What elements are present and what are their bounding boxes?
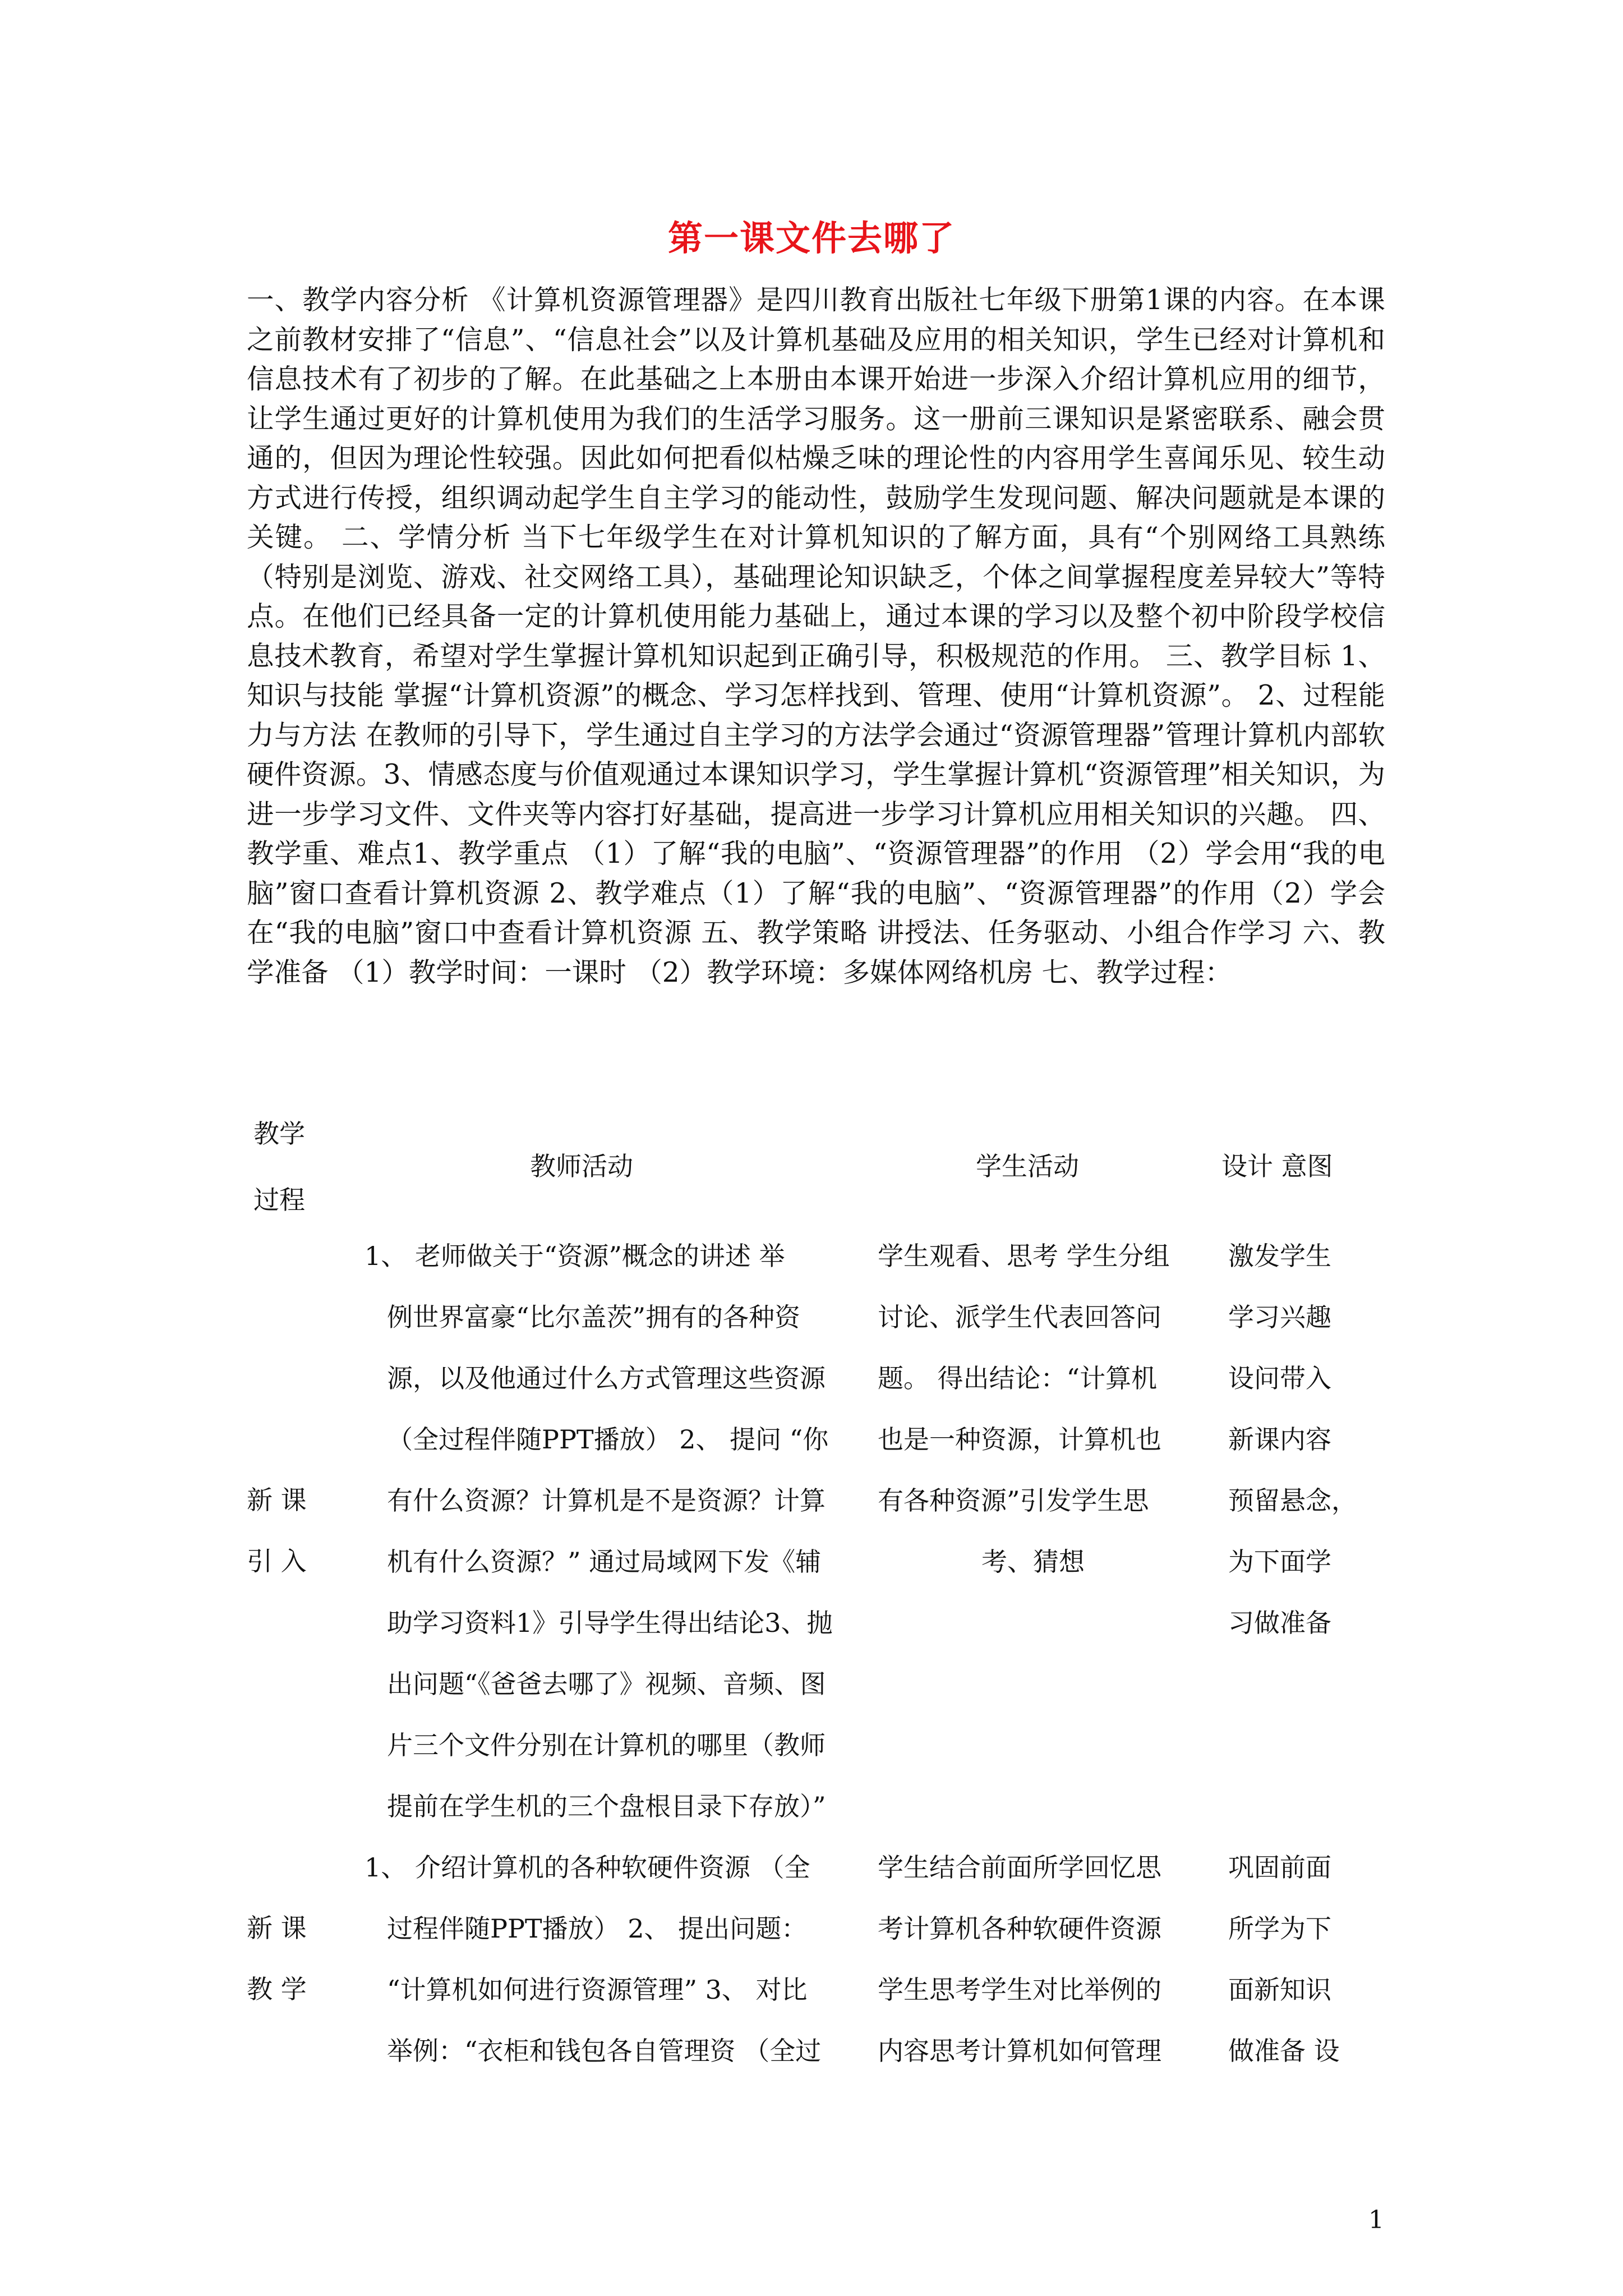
student-activity-line: 考计算机各种软硬件资源 [878,1913,1161,1944]
student-activity-cell [878,1837,1203,2082]
teacher-activity-line: （全过程伴随PPT播放） 2、 提问 “你 [387,1424,829,1455]
header-student-activity: 学生活动 [976,1151,1079,1181]
design-intent-line: 面新知识 [1228,1975,1331,2005]
teacher-activity-line: 举例：“衣柜和钱包各自管理资 （全过 [387,2036,822,2066]
design-intent-line: 习做准备 [1228,1608,1331,1638]
teaching-process-table [247,1108,1391,2101]
stage-label [247,1470,331,1592]
design-intent-line: 激发学生 [1228,1241,1331,1271]
student-activity-line: 学生思考学生对比举例的 [878,1975,1161,2005]
student-activity-line: 学生观看、思考 学生分组 [878,1241,1170,1271]
teacher-activity-line: 机有什么资源？” 通过局域网下发《辅 [387,1547,822,1577]
teacher-activity-line: 1、 老师做关于“资源”概念的讲述 举 [365,1241,785,1271]
student-activity-cell [878,1226,1203,1593]
teacher-activity-line: 例世界富豪“比尔盖茨”拥有的各种资 [387,1302,801,1332]
stage-label-line: 教 学 [247,1974,307,2004]
stage-label [247,1898,331,2020]
design-intent-line: 预留悬念， [1228,1485,1357,1516]
student-activity-line: 讨论、派学生代表回答问 [878,1302,1161,1332]
header-teacher-activity: 教师活动 [530,1151,633,1181]
teacher-activity-line: 出问题“《爸爸去哪了》视频、音频、图 [387,1669,826,1699]
student-activity-line: 有各种资源”引发学生思 [878,1485,1149,1516]
design-intent-line: 新课内容 [1228,1424,1331,1455]
student-activity-line: 考、猜想 [981,1547,1085,1577]
header-process-line1: 教学 [253,1119,305,1149]
design-intent-line: 设问带入 [1228,1363,1331,1393]
teacher-activity-line: 有什么资源？计算机是不是资源？计算 [387,1485,826,1516]
student-activity-line: 题。 得出结论：“计算机 [878,1363,1158,1393]
design-intent-line: 所学为下 [1228,1913,1331,1944]
design-intent-line: 巩固前面 [1228,1852,1331,1883]
header-process-line2: 过程 [253,1185,305,1215]
page-number: 1 [1368,2206,1384,2234]
header-design-intent: 设计 意图 [1221,1151,1333,1181]
intro-paragraph: 一、教学内容分析 《计算机资源管理器》是四川教育出版社七年级下册第1课的内容。在本课之前教材安排了“信息”、“信息社会”以及计算机基础及应用的相关知识，学生已经对计算机和信息技术有了初步的了解。在此基础之上本册由本课开始进一步深入介绍计算机应用的细节，让学生通过更好的计算机使用为我们的生活学习服务。这一册前三课知识是紧密联系、融会贯通的，但因为理论性较强。因此如何把看似枯燥乏味的理论性的内容用学生喜闻乐见、较生动方式进行传授，组织调动起学生自主学习的能动性，鼓励学生发现问题、解决问题就是本课的关键。 二、学情分析 当下七年级学生在对计算机知识的了解方面，具有“个别网络工具熟练（特别是浏览、游戏、社交网络工具），基础理论知识缺乏，个体之间掌握程度差异较大”等特点。在他们已经具备一定的计算机使用能力基础上，通过本课的学习以及整个初中阶段学校信息技术教育，希望对学生掌握计算机知识起到正确引导，积极规范的作用。 三、教学目标 1、知识与技能 掌握“计算机资源”的概念、学习怎样找到、管理、使用“计算机资源”。 2、过程能力与方法 在教师的引导下，学生通过自主学习的方法学会通过“资源管理器”管理计算机内部软硬件资源。3、情感态度与价值观通过本课知识学习，学生掌握计算机“资源管理”相关知识，为进一步学习文件、文件夹等内容打好基础，提高进一步学习计算机应用相关知识的兴趣。 四、教学重、难点1、教学重点 （1）了解“我的电脑”、“资源管理器”的作用 （2）学会用“我的电脑”窗口查看计算机资源 2、教学难点（1）了解“我的电脑”、“资源管理器”的作用（2）学会在“我的电脑”窗口中查看计算机资源 五、教学策略 讲授法、任务驱动、小组合作学习 六、教学准备 （1）教学时间：一课时 （2）教学环境：多媒体网络机房 七、教学过程： [247,284,1385,988]
design-intent-cell [1228,1837,1396,2082]
stage-label-line: 新 课 [247,1485,307,1515]
teacher-activity-line: 1、 介绍计算机的各种软硬件资源 （全 [365,1852,810,1883]
teacher-activity-line: 过程伴随PPT播放） 2、 提出问题： [387,1913,808,1944]
student-activity-line: 学生结合前面所学回忆思 [878,1852,1161,1883]
teacher-activity-line: “计算机如何进行资源管理” 3、 对比 [387,1975,808,2005]
page-title: 第一课文件去哪了 [667,218,955,259]
design-intent-cell [1228,1226,1396,1654]
student-activity-line: 内容思考计算机如何管理 [878,2036,1161,2066]
design-intent-line: 为下面学 [1228,1547,1331,1577]
stage-label-line: 引 入 [247,1546,307,1576]
teacher-activity-line: 源，以及他通过什么方式管理这些资源 [387,1363,826,1393]
teacher-activity-line: 片三个文件分别在计算机的哪里（教师 [387,1730,826,1760]
table-row [247,1837,1391,2101]
stage-label-line: 新 课 [247,1913,307,1943]
design-intent-line: 学习兴趣 [1228,1302,1331,1332]
table-header [247,1108,1391,1226]
teacher-activity-line: 助学习资料1》引导学生得出结论3、抛 [387,1608,833,1638]
table-row [247,1226,1391,1837]
teacher-activity-line: 提前在学生机的三个盘根目录下存放）” [387,1791,826,1821]
student-activity-line: 也是一种资源，计算机也 [878,1424,1161,1455]
design-intent-line: 做准备 设 [1228,2036,1340,2066]
